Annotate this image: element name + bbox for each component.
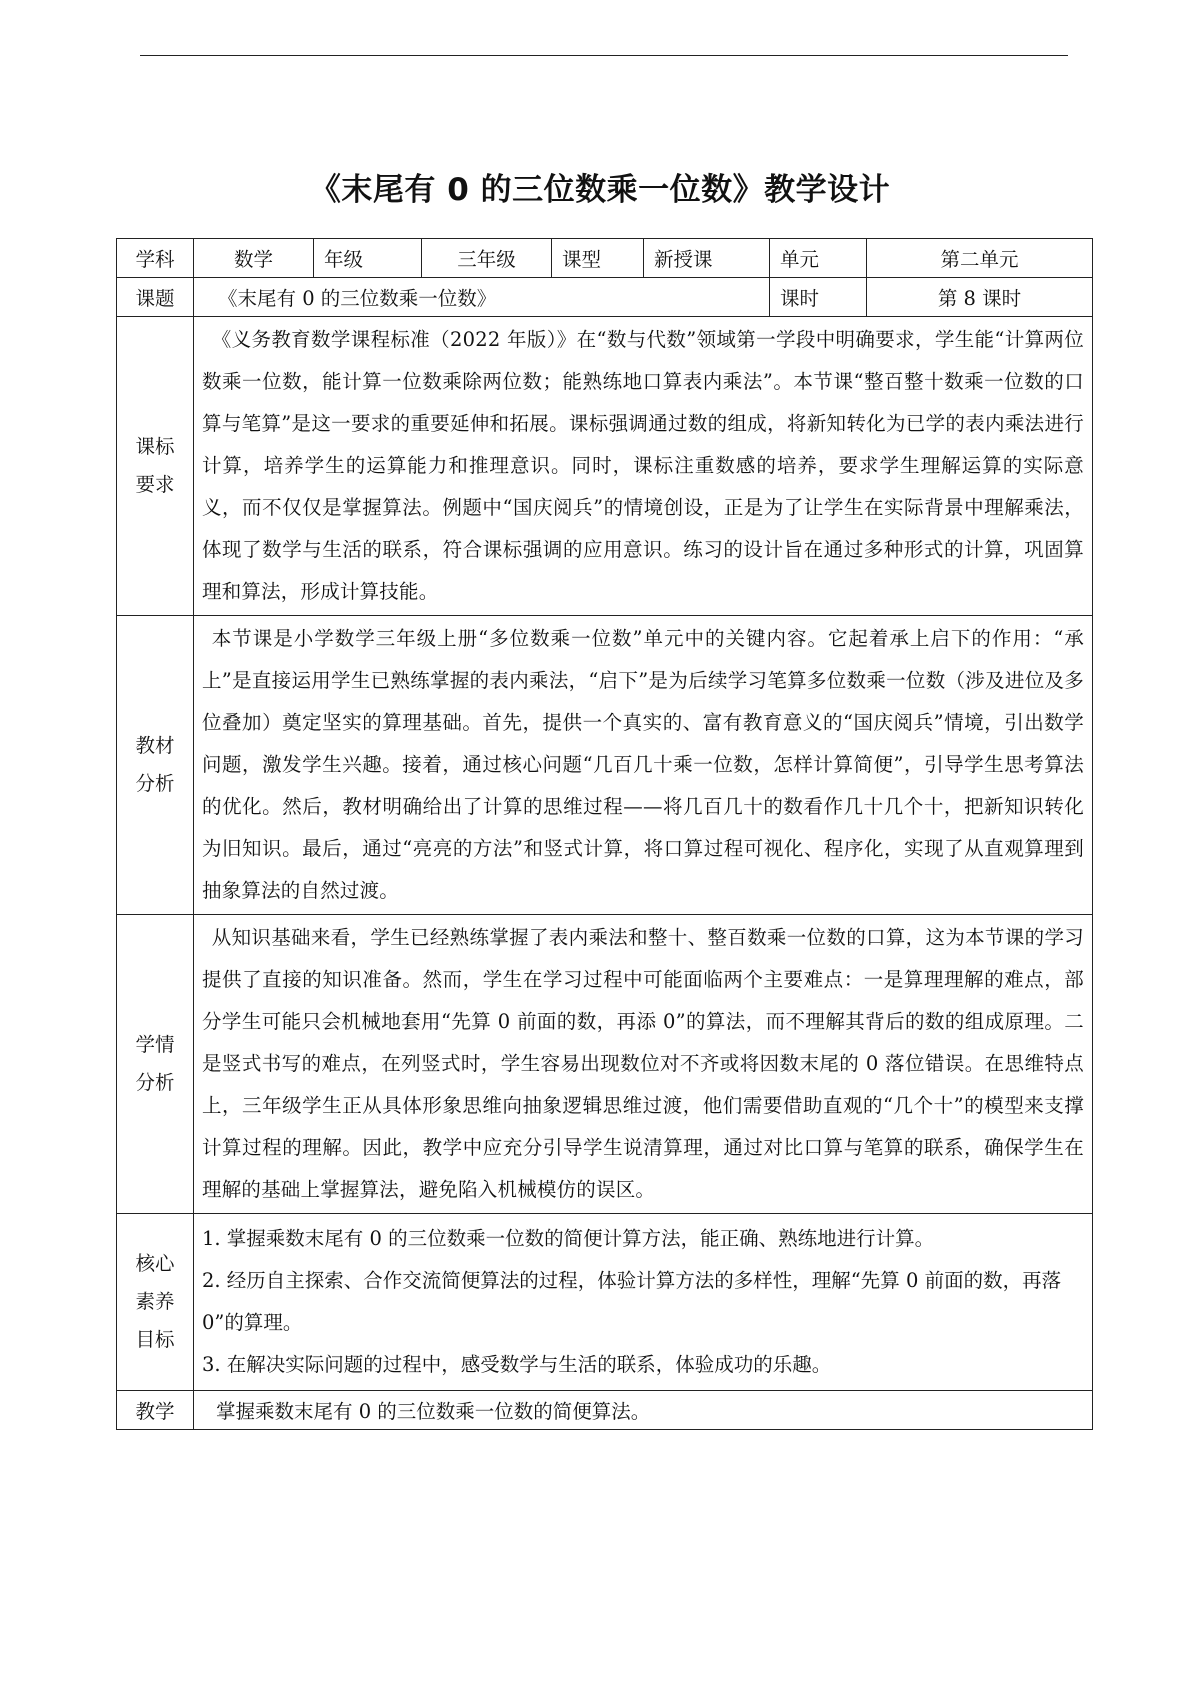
header-rule <box>140 55 1068 56</box>
goal-item: 3. 在解决实际问题的过程中，感受数学与生活的联系，体验成功的乐趣。 <box>202 1353 832 1376</box>
topic-value: 《末尾有 0 的三位数乘一位数》 <box>194 278 770 317</box>
grade-label: 年级 <box>314 239 422 278</box>
curriculum-label-line1: 课标 <box>135 435 175 458</box>
lesson-type-label: 课型 <box>552 239 644 278</box>
textbook-text: 本节课是小学数学三年级上册“多位数乘一位数”单元中的关键内容。它起着承上启下的作用：“承上”是直接运用学生已熟练掌握的表内乘法，“启下”是为后续学习笔算多位数乘一位数（涉及进位及多位叠加）奠定坚实的算理基础。首先，提供一个真实的、富有教育意义的“国庆阅兵”情境，引出数学问题，激发学生兴趣。接着，通过核心问题“几百几十乘一位数，怎样计算简便”，引导学生思考算法的优化。然后，教材明确给出了计算的思维过程——将几百几十的数看作几十几个十，把新知识转化为旧知识。最后，通过“亮亮的方法”和竖式计算，将口算过程可视化、程序化，实现了从直观算理到抽象算法的自然过渡。 <box>194 616 1093 915</box>
textbook-label-line1: 教材 <box>135 734 175 757</box>
goals-label-line2: 素养 <box>135 1290 175 1313</box>
lesson-plan-table <box>116 238 1093 1430</box>
students-label-line2: 分析 <box>135 1071 175 1094</box>
section-curriculum <box>117 317 1093 616</box>
grade-value: 三年级 <box>422 239 552 278</box>
curriculum-text: 《义务教育数学课程标准（2022 年版）》在“数与代数”领域第一学段中明确要求，学生能“计算两位数乘一位数，能计算一位数乘除两位数；能熟练地口算表内乘法”。本节课“整百整十数乘一位数的口算与笔算”是这一要求的重要延伸和拓展。课标强调通过数的组成，将新知转化为已学的表内乘法进行计算，培养学生的运算能力和推理意识。同时，课标注重数感的培养，要求学生理解运算的实际意义，而不仅仅是掌握算法。例题中“国庆阅兵”的情境创设，正是为了让学生在实际背景中理解乘法，体现了数学与生活的联系，符合课标强调的应用意识。练习的设计旨在通过多种形式的计算，巩固算理和算法，形成计算技能。 <box>194 317 1093 616</box>
students-label <box>117 915 194 1214</box>
period-label: 课时 <box>770 278 867 317</box>
period-value: 第 8 课时 <box>867 278 1093 317</box>
textbook-label <box>117 616 194 915</box>
unit-value: 第二单元 <box>867 239 1093 278</box>
textbook-label-line2: 分析 <box>135 772 175 795</box>
goal-item: 1. 掌握乘数末尾有 0 的三位数乘一位数的简便计算方法，能正确、熟练地进行计算。 <box>202 1227 935 1250</box>
info-row-topic <box>117 278 1093 317</box>
key-points-text: 掌握乘数末尾有 0 的三位数乘一位数的简便算法。 <box>194 1391 1093 1430</box>
info-row-basic <box>117 239 1093 278</box>
goals-label <box>117 1214 194 1391</box>
curriculum-label-line2: 要求 <box>135 473 175 496</box>
subject-value: 数学 <box>194 239 314 278</box>
unit-label: 单元 <box>770 239 867 278</box>
section-students <box>117 915 1093 1214</box>
lesson-type-value: 新授课 <box>644 239 770 278</box>
section-goals <box>117 1214 1093 1391</box>
goals-list <box>194 1214 1093 1391</box>
goal-item: 2. 经历自主探索、合作交流简便算法的过程，体验计算方法的多样性，理解“先算 0 前面的数，再落 0”的算理。 <box>202 1269 1062 1334</box>
section-key-points <box>117 1391 1093 1430</box>
goals-label-line3: 目标 <box>135 1328 175 1351</box>
curriculum-label <box>117 317 194 616</box>
document-title: 《末尾有 0 的三位数乘一位数》教学设计 <box>309 172 891 208</box>
section-textbook <box>117 616 1093 915</box>
key-points-label: 教学 <box>117 1391 194 1430</box>
students-label-line1: 学情 <box>135 1033 175 1056</box>
subject-label: 学科 <box>117 239 194 278</box>
goals-label-line1: 核心 <box>135 1252 175 1275</box>
topic-label: 课题 <box>117 278 194 317</box>
students-text: 从知识基础来看，学生已经熟练掌握了表内乘法和整十、整百数乘一位数的口算，这为本节课的学习提供了直接的知识准备。然而，学生在学习过程中可能面临两个主要难点：一是算理理解的难点，部分学生可能只会机械地套用“先算 0 前面的数，再添 0”的算法，而不理解其背后的数的组成原理。二是竖式书写的难点，在列竖式时，学生容易出现数位对不齐或将因数末尾的 0 落位错误。在思维特点上，三年级学生正从具体形象思维向抽象逻辑思维过渡，他们需要借助直观的“几个十”的模型来支撑计算过程的理解。因此，教学中应充分引导学生说清算理，通过对比口算与笔算的联系，确保学生在理解的基础上掌握算法，避免陷入机械模仿的误区。 <box>194 915 1093 1214</box>
